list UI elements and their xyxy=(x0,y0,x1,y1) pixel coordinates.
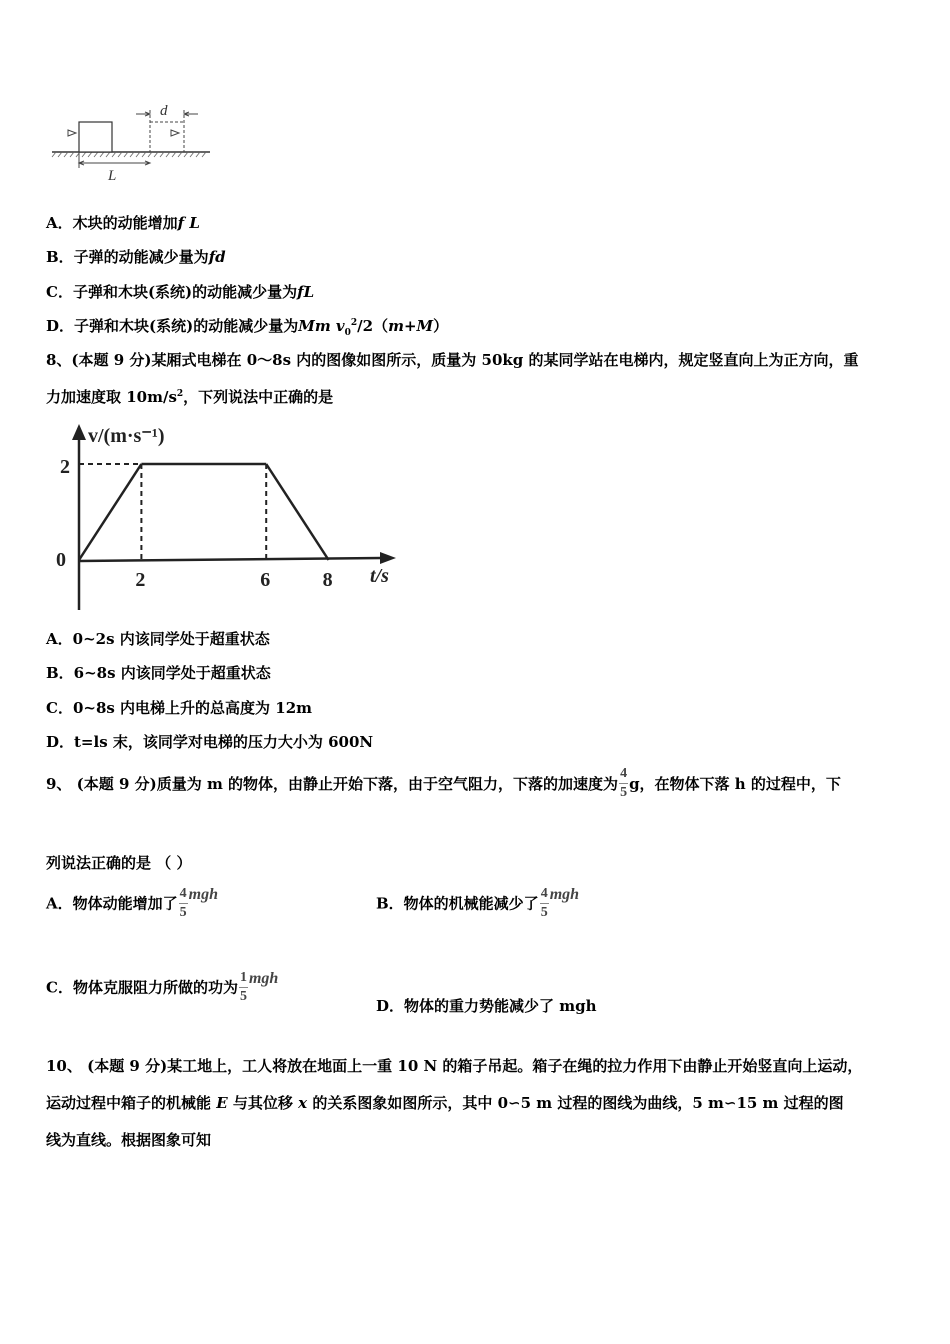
q8-option-c: C．0~8s 内电梯上升的总高度为 12m xyxy=(46,699,313,717)
x-tick-label-6: 6 xyxy=(260,569,271,591)
x-tick-label-8: 8 xyxy=(322,569,333,591)
y-axis-arrow xyxy=(72,424,86,440)
q7-option-c: C．子弹和木块(系统)的动能减少量为fL xyxy=(46,283,315,301)
x-axis xyxy=(79,558,382,561)
q9-option-d: D．物体的重力势能减少了 mgh xyxy=(376,997,597,1015)
series-segment xyxy=(266,464,328,560)
series-segment xyxy=(79,464,141,560)
y-axis-label: v/(m·s⁻¹) xyxy=(88,425,165,447)
q10-stem-line3: 线为直线。根据图象可知 xyxy=(46,1131,212,1149)
q9-option-c: C．物体克服阻力所做的功为 $\frac{1}{5}$ mgh xyxy=(46,969,279,1004)
q7-option-d: D．子弹和木块(系统)的动能减少量为Mm $v_0^2/2(m+M)$ xyxy=(46,317,449,338)
label-d: d xyxy=(160,103,168,119)
block-bullet-figure xyxy=(48,100,218,190)
x-tick-label-0: 0 xyxy=(56,549,66,571)
q9-option-b: B．物体的机械能减少了 $\frac{4}{5}$ mgh xyxy=(376,885,580,920)
x-axis-label: t/s xyxy=(370,565,389,587)
q10-stem-line2: 运动过程中箱子的机械能 E 与其位移 x 的关系图象如图所示，其中 0∽5 m 过程的图线为曲线，5 m∽15 m 过程的图 xyxy=(46,1094,844,1112)
q8-stem-line1: 8、(本题 9 分)某厢式电梯在 0～8s 内的图像如图所示，质量为 50kg 的某同学站在电梯内，规定竖直向上为正方向，重 xyxy=(46,351,859,369)
x-axis-arrow xyxy=(380,552,396,564)
vt-chart xyxy=(50,418,410,613)
y-tick-label-2: 2 xyxy=(60,456,70,478)
q7-option-b: B．子弹的动能减少量为fd xyxy=(46,248,226,266)
x-tick-label-2: 2 xyxy=(135,569,146,591)
q9-stem-line2: 列说法正确的是 （ ） xyxy=(46,854,192,872)
q9-option-a: A．物体动能增加了 $\frac{4}{5}$ mgh xyxy=(46,885,218,920)
q8-option-b: B．6~8s 内该同学处于超重状态 xyxy=(46,664,271,682)
q7-option-a: A．木块的动能增加f L xyxy=(46,214,200,232)
fraction-4-5: $\frac{4}{5}$ xyxy=(620,766,628,800)
q8-option-d: D．t=ls 末，该同学对电梯的压力大小为 600N xyxy=(46,733,374,751)
q8-option-a: A．0~2s 内该同学处于超重状态 xyxy=(46,630,270,648)
label-L: L xyxy=(108,168,117,184)
q9-stem-line1: 9、 (本题 9 分)质量为 m 的物体，由静止开始下落，由于空气阻力，下落的加速度为 $\frac{4}{5}$ g，在物体下落 h 的过程中，下 xyxy=(46,766,841,800)
q10-stem-line1: 10、 (本题 9 分)某工地上，工人将放在地面上一重 10 N 的箱子吊起。箱子在绳的拉力作用下由静止开始竖直向上运动， xyxy=(46,1057,863,1075)
q8-stem-line2: 力加速度取 $10m/s^2$，下列说法中正确的是 xyxy=(46,388,334,406)
